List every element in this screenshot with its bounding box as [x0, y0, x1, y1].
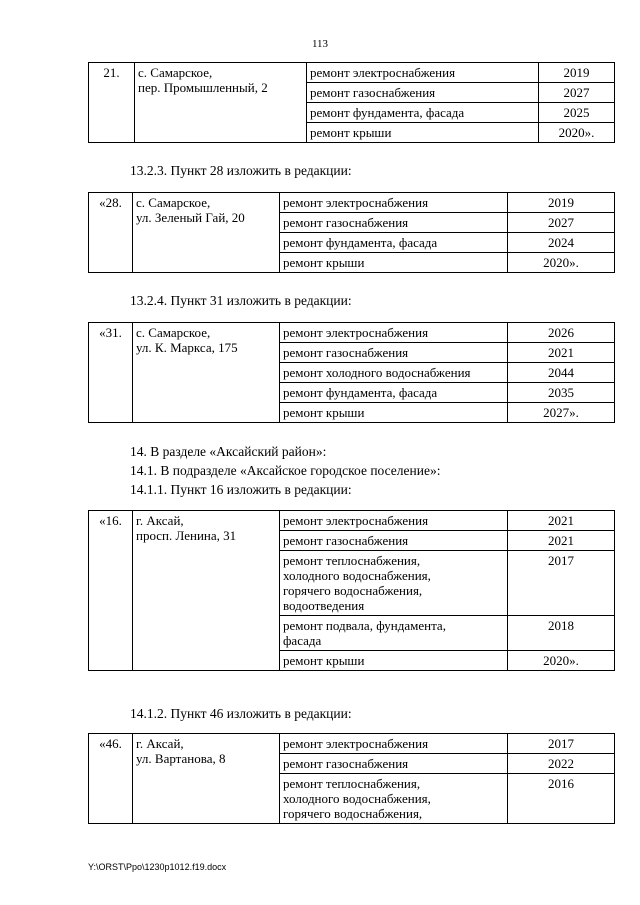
paragraph-14-1-1: 14.1.1. Пункт 16 изложить в редакции: [130, 482, 352, 497]
table-item-28 [88, 192, 615, 273]
work-type-cell [280, 363, 508, 383]
item-number: 21. [89, 63, 135, 143]
year-cell: 2019 [508, 193, 615, 213]
work-type-cell [280, 531, 508, 551]
work-type-cell [280, 343, 508, 363]
item-number: «31. [89, 323, 133, 423]
work-type-cell [280, 754, 508, 774]
year-cell: 2021 [508, 511, 615, 531]
table-row [89, 193, 615, 213]
table-row [89, 63, 615, 83]
text-line: ремонт фундамента, фасада [310, 105, 465, 120]
text-line: ремонт электроснабжения [283, 195, 429, 210]
text-line: пер. Промышленный, 2 [138, 80, 268, 95]
work-type-cell [307, 103, 539, 123]
paragraph-13-2-3: 13.2.3. Пункт 28 изложить в редакции: [130, 163, 352, 178]
text-line: холодного водоснабжения, [283, 791, 431, 806]
item-number: «46. [89, 734, 133, 824]
year-cell: 2044 [508, 363, 615, 383]
work-type-cell [280, 383, 508, 403]
repair-table [88, 733, 615, 824]
paragraph-14-1: 14.1. В подразделе «Аксайское городское поселение»: [130, 463, 441, 478]
work-type-cell [280, 551, 508, 616]
item-number: «16. [89, 511, 133, 671]
repair-table [88, 192, 615, 273]
year-cell: 2027 [508, 213, 615, 233]
year-cell: 2035 [508, 383, 615, 403]
year-cell: 2020». [508, 253, 615, 273]
work-type-cell [280, 323, 508, 343]
text-line: ремонт крыши [283, 255, 365, 270]
work-type-cell [280, 774, 508, 824]
year-cell: 2024 [508, 233, 615, 253]
work-type-cell [307, 123, 539, 143]
text-line: водоотведения [283, 598, 365, 613]
table-item-46 [88, 733, 615, 824]
item-number: «28. [89, 193, 133, 273]
text-line: ремонт подвала, фундамента, [283, 618, 446, 633]
year-cell: 2025 [539, 103, 615, 123]
text-line: ремонт электроснабжения [283, 325, 429, 340]
table-item-31 [88, 322, 615, 423]
address-cell [133, 734, 280, 824]
text-line: г. Аксай, [136, 513, 184, 528]
text-line: ремонт газоснабжения [283, 756, 409, 771]
work-type-cell [280, 253, 508, 273]
repair-table [88, 510, 615, 671]
text-line: ул. К. Маркса, 175 [136, 340, 238, 355]
text-line: ремонт крыши [283, 405, 365, 420]
work-type-cell [280, 616, 508, 651]
text-line: ремонт газоснабжения [283, 345, 409, 360]
text-line: фасада [283, 633, 322, 648]
paragraph-13-2-4: 13.2.4. Пункт 31 изложить в редакции: [130, 293, 352, 308]
text-line: холодного водоснабжения, [283, 568, 431, 583]
repair-table [88, 62, 615, 143]
year-cell: 2022 [508, 754, 615, 774]
table-row [89, 323, 615, 343]
work-type-cell [280, 213, 508, 233]
text-line: горячего водоснабжения, [283, 806, 423, 821]
text-line: ремонт газоснабжения [283, 215, 409, 230]
text-line: ремонт крыши [310, 125, 392, 140]
paragraph-14-1-2: 14.1.2. Пункт 46 изложить в редакции: [130, 706, 352, 721]
text-line: с. Самарское, [136, 325, 211, 340]
text-line: ул. Зеленый Гай, 20 [136, 210, 245, 225]
text-line: горячего водоснабжения, [283, 583, 423, 598]
year-cell: 2026 [508, 323, 615, 343]
text-line: ремонт теплоснабжения, [283, 776, 421, 791]
year-cell: 2018 [508, 616, 615, 651]
address-cell [133, 193, 280, 273]
work-type-cell [280, 233, 508, 253]
text-line: ремонт теплоснабжения, [283, 553, 421, 568]
work-type-cell [280, 193, 508, 213]
year-cell: 2020». [539, 123, 615, 143]
text-line: просп. Ленина, 31 [136, 528, 237, 543]
year-cell: 2021 [508, 531, 615, 551]
year-cell: 2027 [539, 83, 615, 103]
text-line: ремонт фундамента, фасада [283, 235, 438, 250]
text-line: ремонт электроснабжения [310, 65, 456, 80]
year-cell: 2017 [508, 551, 615, 616]
repair-table [88, 322, 615, 423]
work-type-cell [280, 403, 508, 423]
text-line: ремонт электроснабжения [283, 513, 429, 528]
page-number: 113 [311, 38, 329, 50]
year-cell: 2017 [508, 734, 615, 754]
text-line: ремонт газоснабжения [310, 85, 436, 100]
table-row [89, 511, 615, 531]
text-line: ул. Вартанова, 8 [136, 751, 226, 766]
table-row [89, 734, 615, 754]
year-cell: 2021 [508, 343, 615, 363]
text-line: г. Аксай, [136, 736, 184, 751]
work-type-cell [280, 734, 508, 754]
work-type-cell [280, 651, 508, 671]
text-line: ремонт электроснабжения [283, 736, 429, 751]
work-type-cell [307, 63, 539, 83]
text-line: ремонт холодного водоснабжения [283, 365, 471, 380]
text-line: ремонт крыши [283, 653, 365, 668]
year-cell: 2020». [508, 651, 615, 671]
text-line: ремонт фундамента, фасада [283, 385, 438, 400]
year-cell: 2019 [539, 63, 615, 83]
paragraph-14: 14. В разделе «Аксайский район»: [130, 444, 327, 459]
work-type-cell [307, 83, 539, 103]
year-cell: 2027». [508, 403, 615, 423]
text-line: с. Самарское, [138, 65, 213, 80]
address-cell [135, 63, 307, 143]
text-line: ремонт газоснабжения [283, 533, 409, 548]
work-type-cell [280, 511, 508, 531]
file-path-footer: Y:\ORST\Ppo\1230p1012.f19.docx [88, 862, 227, 872]
address-cell [133, 323, 280, 423]
address-cell [133, 511, 280, 671]
table-item-21 [88, 62, 615, 143]
year-cell: 2016 [508, 774, 615, 824]
text-line: с. Самарское, [136, 195, 211, 210]
table-item-16 [88, 510, 615, 671]
